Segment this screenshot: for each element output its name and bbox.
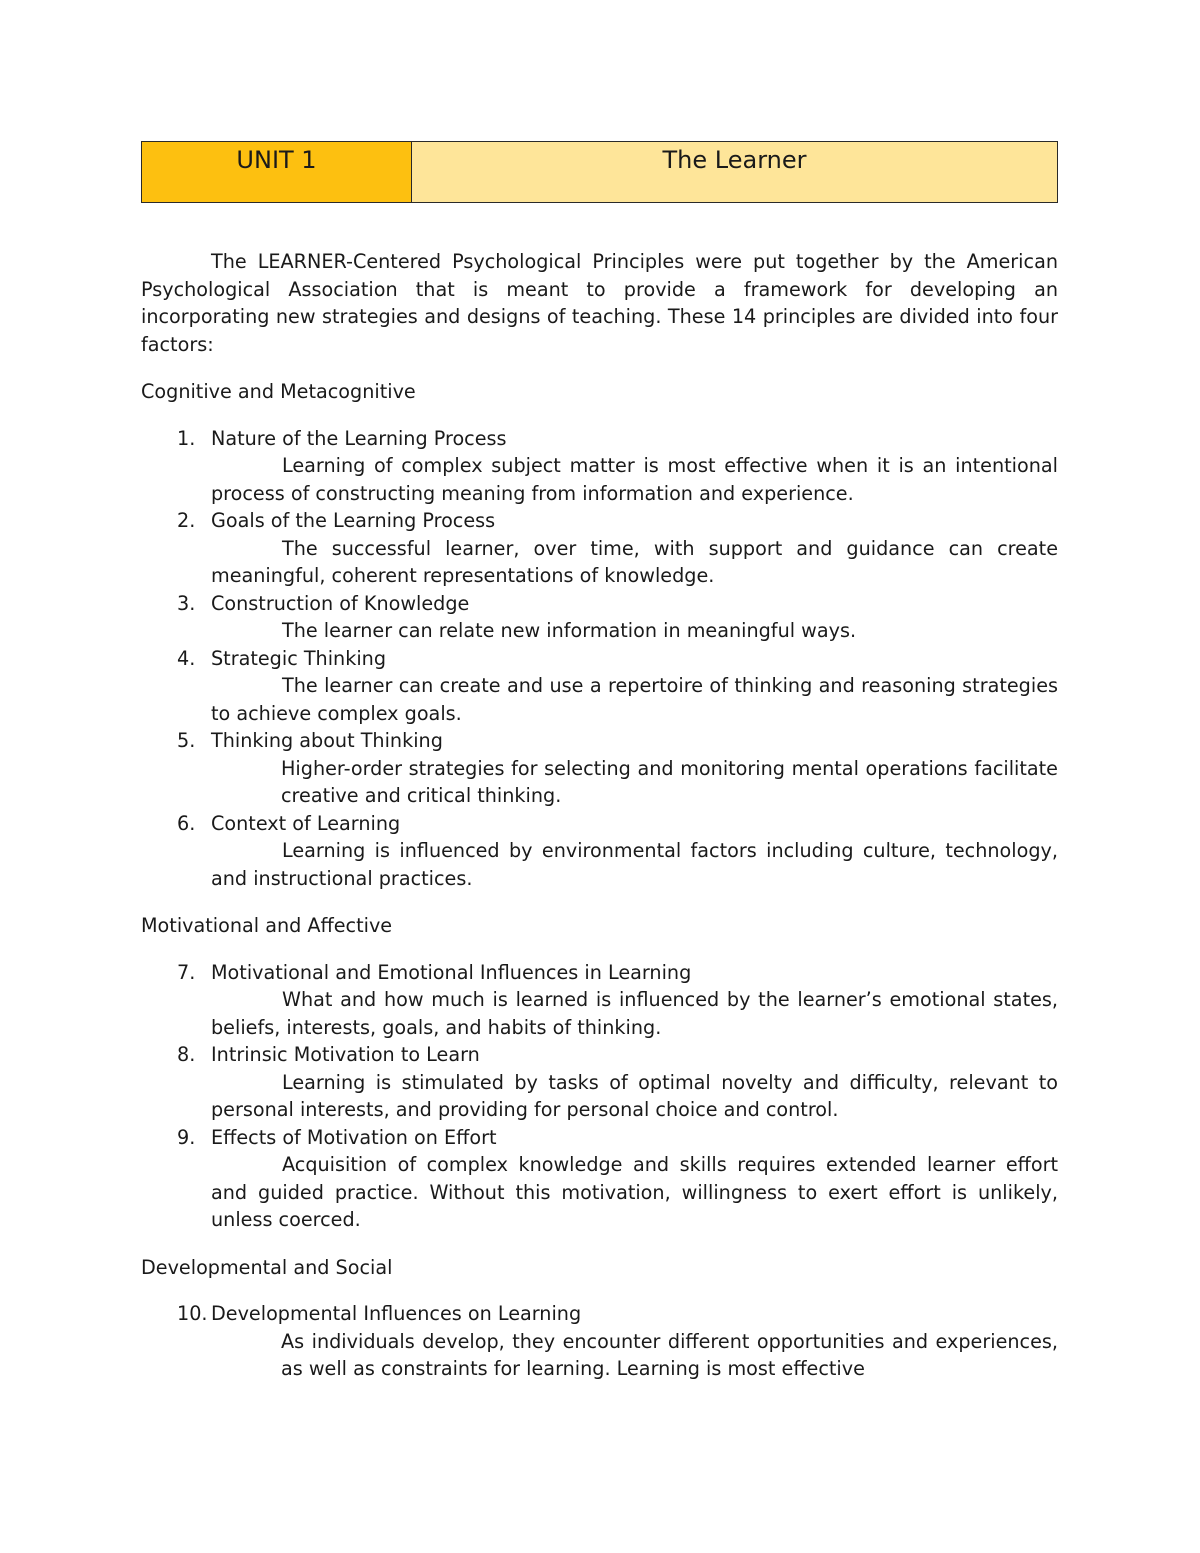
unit-label: UNIT 1 bbox=[142, 142, 412, 202]
item-description bbox=[140, 755, 1058, 810]
item-number: 9. bbox=[177, 1125, 196, 1149]
item-description bbox=[176, 617, 1058, 645]
item-number: 1. bbox=[177, 426, 196, 450]
list-item bbox=[141, 727, 1058, 810]
list-item bbox=[141, 645, 1058, 728]
item-number: 2. bbox=[177, 509, 196, 532]
item-description-text: What and how much is learned is influenced by the learner’s emotional states, beliefs, interests, goals, and habits of thinking. bbox=[211, 988, 1058, 1039]
list-item bbox=[141, 425, 1058, 508]
item-description bbox=[176, 837, 1058, 892]
list-item bbox=[141, 507, 1058, 590]
item-description bbox=[176, 1151, 1058, 1234]
unit-header-table bbox=[141, 141, 1058, 203]
item-number: 5. bbox=[177, 729, 196, 752]
item-description bbox=[176, 986, 1058, 1041]
item-description-text: Learning is stimulated by tasks of optimal novelty and difficulty, relevant to personal interests, and providing for personal choice and control. bbox=[211, 1070, 1058, 1121]
item-description bbox=[140, 1328, 1058, 1383]
intro-paragraph: The LEARNER-Centered Psychological Principles were put together by the American Psychological Association that is meant to provide a framework for developing an incorporating new strategies and designs of teaching. These 14 principles are divided into four factors: bbox=[141, 250, 1058, 356]
item-description-text: The learner can create and use a repertoire of thinking and reasoning strategies to achieve complex goals. bbox=[211, 674, 1058, 725]
document-body bbox=[141, 248, 1058, 1383]
item-description-text: Learning is influenced by environmental factors including culture, technology, and instructional practices. bbox=[211, 839, 1058, 890]
item-title: Context of Learning bbox=[211, 811, 401, 835]
item-description-text: Higher-order strategies for selecting and monitoring mental operations facilitate creative and critical thinking. bbox=[281, 756, 1058, 807]
list-item bbox=[141, 590, 1058, 645]
item-description-text: The learner can relate new information in meaningful ways. bbox=[282, 619, 857, 642]
item-description bbox=[176, 535, 1058, 590]
section-heading: Developmental and Social bbox=[141, 1255, 393, 1279]
item-description-text: As individuals develop, they encounter different opportunities and experiences, as well as constraints for learning. Learning is most effective bbox=[281, 1329, 1058, 1380]
item-title: Thinking about Thinking bbox=[211, 729, 443, 752]
item-number: 4. bbox=[177, 646, 196, 670]
list-item bbox=[141, 959, 1058, 1042]
list-item bbox=[141, 1300, 1058, 1383]
item-title: Construction of Knowledge bbox=[211, 591, 470, 615]
item-title: Nature of the Learning Process bbox=[211, 426, 507, 450]
item-description-text: The successful learner, over time, with support and guidance can create meaningful, coherent representations of knowledge. bbox=[211, 536, 1058, 587]
item-description bbox=[176, 672, 1058, 727]
item-title: Developmental Influences on Learning bbox=[211, 1302, 582, 1325]
list-item bbox=[141, 1124, 1058, 1234]
principle-list bbox=[141, 959, 1058, 1234]
item-title: Effects of Motivation on Effort bbox=[211, 1125, 497, 1149]
item-number: 7. bbox=[177, 960, 196, 984]
principle-list bbox=[141, 1300, 1058, 1383]
item-number: 8. bbox=[177, 1043, 196, 1066]
list-item bbox=[141, 810, 1058, 893]
list-item bbox=[141, 1041, 1058, 1124]
section-heading: Motivational and Affective bbox=[141, 914, 393, 937]
item-description bbox=[176, 1069, 1058, 1124]
item-title: Motivational and Emotional Influences in Learning bbox=[211, 960, 692, 984]
section-heading: Cognitive and Metacognitive bbox=[141, 380, 416, 403]
item-description-text: Learning of complex subject matter is most effective when it is an intentional process of constructing meaning from information and experience. bbox=[211, 454, 1058, 505]
item-description bbox=[176, 452, 1058, 507]
item-title: Intrinsic Motivation to Learn bbox=[211, 1043, 480, 1066]
item-number: 3. bbox=[177, 591, 196, 615]
unit-title: The Learner bbox=[412, 142, 1057, 202]
item-number: 10. bbox=[177, 1302, 208, 1325]
item-description-text: Acquisition of complex knowledge and skills requires extended learner effort and guided practice. Without this motivation, willingness to exert effort is unlikely, unless coerced. bbox=[211, 1153, 1058, 1231]
item-title: Strategic Thinking bbox=[211, 646, 386, 670]
item-title: Goals of the Learning Process bbox=[211, 509, 496, 532]
principle-list bbox=[141, 425, 1058, 893]
item-number: 6. bbox=[177, 811, 196, 835]
